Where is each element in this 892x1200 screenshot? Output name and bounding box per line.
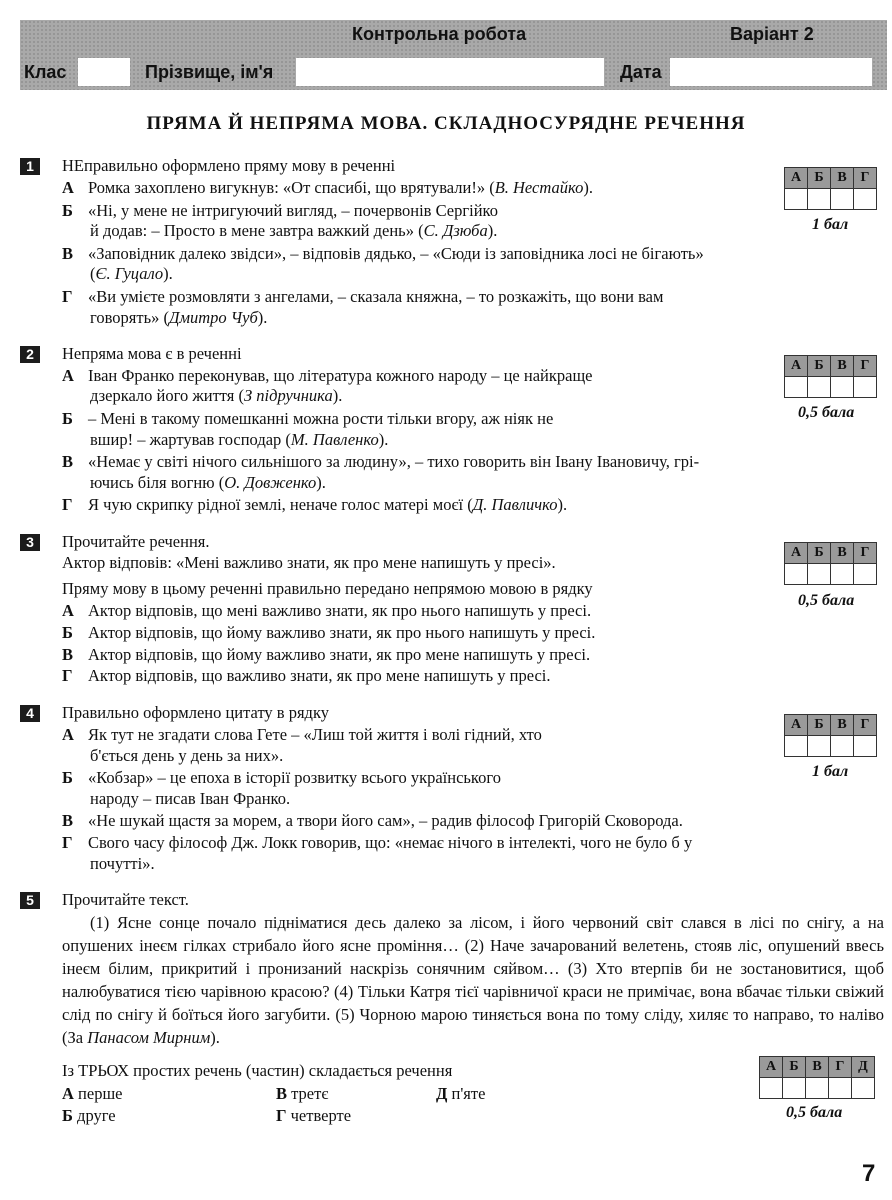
quoted-sentence: Актор відповів: «Мені важливо знати, як про мене напишуть у пресі». — [62, 553, 556, 572]
variant-label: Варіант 2 — [730, 24, 814, 44]
answer-cell[interactable] — [785, 736, 808, 757]
question-number: 1 — [20, 158, 40, 175]
option-b: Б друге — [62, 1106, 116, 1125]
option-b: Б – Мені в такому помешканні можна рости тільки вгору, аж ніяк не — [62, 409, 554, 428]
option-v-cont: ючись біля вогню (О. Довженко). — [90, 473, 326, 492]
option-b: Б «Кобзар» – це епоха в історії розвитку всього українського — [62, 768, 501, 787]
option-letter: Б — [62, 409, 73, 428]
option-g: Г Свого часу філософ Дж. Локк говорив, що: «немає нічого в інтелекті, чого не було б у — [62, 833, 693, 852]
option-letter: А — [62, 725, 74, 744]
answer-cell[interactable] — [783, 1078, 806, 1099]
option-b-cont: й додав: – Просто в мене завтра важкий день» (С. Дзюба). — [90, 221, 498, 240]
date-label: Дата — [620, 62, 662, 82]
option-letter: Г — [62, 833, 73, 852]
question-stem: Непряма мова є в реченні — [62, 344, 242, 363]
answer-cell[interactable] — [806, 1078, 829, 1099]
option-a: А Актор відповів, що мені важливо знати, як про нього напишуть у пресі. — [62, 601, 592, 620]
answer-cell[interactable] — [760, 1078, 783, 1099]
answer-cell[interactable] — [808, 736, 831, 757]
answer-cell[interactable] — [785, 189, 808, 210]
option-g: Г «Ви умієте розмовляти з ангелами, – сказала княжна, – то розкажіть, що вони вам — [62, 287, 664, 306]
answer-cell[interactable] — [785, 377, 808, 398]
name-label: Прізвище, ім'я — [145, 62, 274, 82]
option-v-cont: (Є. Гуцало). — [90, 264, 173, 283]
question-number: 3 — [20, 534, 40, 551]
question-prompt: Із ТРЬОХ простих речень (частин) складається речення — [62, 1061, 453, 1080]
option-letter: Г — [62, 287, 73, 306]
option-v: В «Немає у світі нічого сильнішого за людину», – тихо говорить він Івану Івановичу, грі- — [62, 452, 700, 471]
option-letter: В — [62, 645, 74, 664]
question-stem: Правильно оформлено цитату в рядку — [62, 703, 329, 722]
option-letter: Г — [62, 666, 73, 685]
points-label: 0,5 бала — [786, 1104, 843, 1121]
question-prompt: Пряму мову в цьому реченні правильно передано непрямою мовою в рядку — [62, 579, 593, 598]
answer-grid: А Б В Г — [784, 355, 877, 398]
option-g: Г Актор відповів, що важливо знати, як про мене напишуть у пресі. — [62, 666, 551, 685]
option-v: В Актор відповів, що йому важливо знати, як про мене напишуть у пресі. — [62, 645, 591, 664]
option-b: Б «Ні, у мене не інтригуючий вигляд, – почервонів Сергійко — [62, 201, 498, 220]
question-stem: НЕправильно оформлено пряму мову в реченні — [62, 156, 396, 175]
option-v: В третє — [276, 1084, 329, 1103]
option-letter: А — [62, 601, 74, 620]
option-a: А Іван Франко переконував, що література кожного народу – це найкраще — [62, 366, 593, 385]
option-b-cont: народу – писав Іван Франко. — [90, 789, 291, 808]
option-g-cont: говорять» (Дмитро Чуб). — [90, 308, 268, 327]
option-a: А Ромка захоплено вигукнув: «От спасибі, що врятували!» (В. Нестайко). — [62, 178, 593, 197]
option-letter: Г — [62, 495, 73, 514]
option-a-cont: дзеркало його життя (З підручника). — [90, 386, 343, 405]
answer-cell[interactable] — [808, 189, 831, 210]
question-number: 5 — [20, 892, 40, 909]
option-v: В «Заповідник далеко звідси», – відповів дядько, – «Сюди із заповідника лосі не бігають» — [62, 244, 704, 263]
option-letter: В — [62, 811, 74, 830]
option-g-cont: почутті». — [90, 854, 155, 873]
option-letter: А — [62, 366, 74, 385]
answer-grid: А Б В Г — [784, 167, 877, 210]
option-letter: Б — [62, 201, 73, 220]
question-stem: Прочитайте речення. — [62, 532, 210, 551]
answer-cell[interactable] — [831, 564, 854, 585]
points-label: 1 бал — [812, 763, 849, 780]
option-a-cont: б'ється день у день за них». — [90, 746, 284, 765]
question-number: 2 — [20, 346, 40, 363]
option-letter: Б — [62, 623, 73, 642]
name-field[interactable] — [296, 58, 604, 86]
option-letter: В — [62, 452, 74, 471]
answer-cell[interactable] — [854, 564, 877, 585]
option-b: Б Актор відповів, що йому важливо знати, як про нього напишуть у пресі. — [62, 623, 596, 642]
points-label: 1 бал — [812, 216, 849, 233]
option-letter: А — [62, 178, 74, 197]
answer-cell[interactable] — [808, 377, 831, 398]
class-label: Клас — [24, 62, 67, 82]
page-number: 7 — [862, 1160, 876, 1187]
section-title: ПРЯМА Й НЕПРЯМА МОВА. СКЛАДНОСУРЯДНЕ РЕЧЕННЯ — [146, 113, 746, 134]
option-letter: Б — [62, 768, 73, 787]
class-field[interactable] — [78, 58, 130, 86]
answer-grid: А Б В Г Д — [759, 1056, 875, 1099]
option-a: А перше — [62, 1084, 123, 1103]
answer-cell[interactable] — [831, 736, 854, 757]
option-b-cont: вшир! – жартував господар (М. Павленко). — [90, 430, 389, 449]
answer-grid: А Б В Г — [784, 714, 877, 757]
answer-cell[interactable] — [852, 1078, 875, 1099]
passage-text: (1) Ясне сонце почало підніматися десь далеко за лісом, і його червоний світ слався в лісі по снігу, а на опушених інеєм гілках стрибало його ясне проміння… (2) Наче зачарований велетень, стояв ліс, опушений ввесь інеєм білим, прикритий і пронизаний наскрізь сонячним сяйвом… (3) Хто втерпів би не зостановитися, щоб налюбуватися тією чарівною красою? (4) Тільки Катря тієї чарівничої краси не примічає, вона вбачає тільки свіжий слід по снігу й боїться його загубити. (5) Чорною марою тиняється вона по тому сліду, хиляє то направо, то наліво (За Панасом Мирним). — [62, 913, 884, 1047]
option-letter: В — [62, 244, 74, 263]
option-a: А Як тут не згадати слова Гете – «Лиш той життя і волі гідний, хто — [62, 725, 542, 744]
option-d: Д п'яте — [436, 1084, 486, 1103]
answer-cell[interactable] — [831, 189, 854, 210]
question-stem: Прочитайте текст. — [62, 890, 189, 909]
option-g: Г Я чую скрипку рідної землі, неначе голос матері моєї (Д. Павличко). — [62, 495, 568, 514]
option-v: В «Не шукай щастя за морем, а твори його сам», – радив філософ Григорій Сковорода. — [62, 811, 683, 830]
answer-cell[interactable] — [785, 564, 808, 585]
points-label: 0,5 бала — [798, 404, 855, 421]
answer-grid: А Б В Г — [784, 542, 877, 585]
question-number: 4 — [20, 705, 40, 722]
answer-cell[interactable] — [854, 377, 877, 398]
answer-cell[interactable] — [808, 564, 831, 585]
answer-cell[interactable] — [854, 189, 877, 210]
answer-cell[interactable] — [829, 1078, 852, 1099]
answer-cell[interactable] — [831, 377, 854, 398]
test-title: Контрольна робота — [352, 24, 527, 44]
answer-cell[interactable] — [854, 736, 877, 757]
option-g: Г четверте — [276, 1106, 352, 1125]
date-field[interactable] — [670, 58, 872, 86]
points-label: 0,5 бала — [798, 592, 855, 609]
